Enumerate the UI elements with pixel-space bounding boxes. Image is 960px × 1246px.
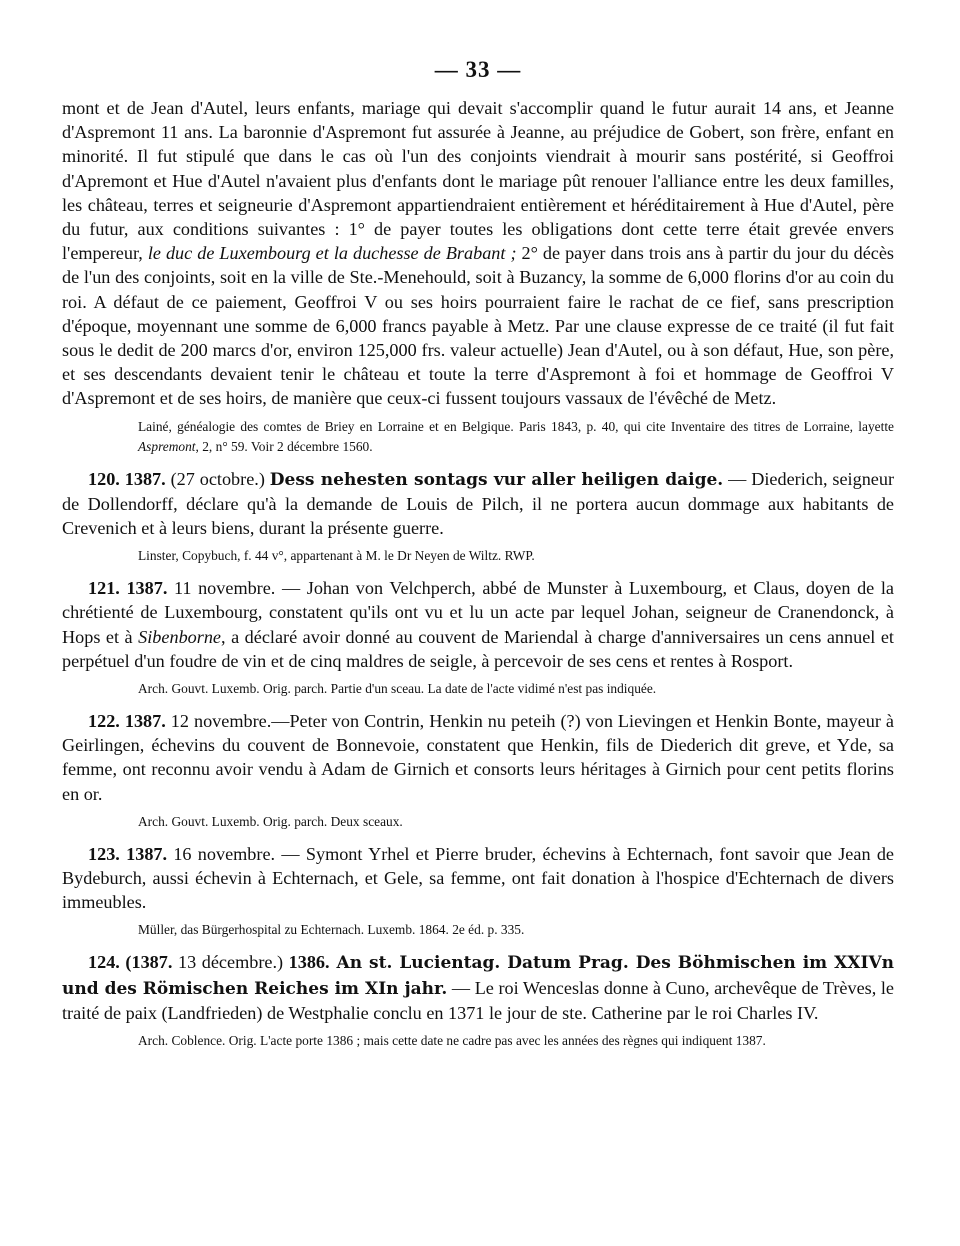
entry-123 — [62, 842, 894, 941]
entry-body: — Le roi Wenceslas donne à Cuno, archevêque de Trèves, le traité de paix (Landfrieden) de Westphalie conclu en 1371 le jour de ste. Catherine par le roi Charles IV. — [62, 977, 895, 1023]
intro-note-italic: Aspremont — [138, 438, 196, 454]
intro-italic-text: le duc de Luxembourg et la duchesse de Brabant ; — [147, 243, 517, 264]
entry-source-note: Arch. Coblence. Orig. L'acte porte 1386 ; mais cette date ne cadre pas avec les années des règnes qui indiquent 1387. — [138, 1033, 766, 1049]
entry-source-note: Arch. Gouvt. Luxemb. Orig. parch. Partie d'un sceau. La date de l'acte vidimé n'est pas indiquée. — [138, 681, 657, 697]
entry-body: — Symont Yrhel et Pierre bruder, échevins à Echternach, font savoir que Jean de Bydeburch, aussi échevin à Echternach, et Gele, sa femme, ont fait donation à l'hospice d'Echternach de divers immeubles. — [62, 843, 895, 913]
entry-body-part2: , a déclaré avoir donné au couvent de Mariendal à charge d'anniversaires un cens annuel et perpétuel d'un foudre de vin et de cinq maldres de seigle, à percevoir de ses cens et rentes à Rosport. — [62, 626, 894, 671]
entry-date: 13 décembre.) — [172, 952, 289, 973]
entry-number: 123. — [88, 843, 120, 864]
entry-source-note: Müller, das Bürgerhospital zu Echternach. Luxemb. 1864. 2e éd. p. 335. — [138, 922, 525, 938]
entry-year-alt: 1386. — [288, 952, 330, 973]
intro-text-part1: mont et de Jean d'Autel, leurs enfants, mariage qui devait s'accomplir quand le futur aurait 14 ans, et Jeanne d'Aspremont 11 ans. La baronnie d'Aspremont fut assurée à Jeanne, au préjudice de Gobert, son frère, enfant en minorité. Il fut stipulé que dans le cas où l'un des conjoints viendrait à mourir sans postérité, si Geoffroi d'Apremont et Hue d'Autel n'avaient plus d'enfants dont le mariage pût renouer l'alliance entre les deux familles, les château, terres et seigneurie d'Aspremont appartiendraient entièrement et héréditairement à Hue d'Autel, père du futur, aux conditions suivantes : 1° de payer toutes les obligations dont cette terre était grevée envers l'empereur, — [62, 98, 894, 264]
entry-body: — Diederich, seigneur de Dollendorff, déclare qu'à la demande de Louis de Pilch, il ne portera aucun dommage aux habitants de Crevenich et à leurs biens, durant la présente guerre. — [62, 468, 895, 539]
entry-italic-place: Sibenborne — [138, 626, 221, 647]
entry-number: 121. — [88, 578, 120, 599]
entry-source-note: Arch. Gouvt. Luxemb. Orig. parch. Deux sceaux. — [138, 813, 403, 829]
intro-footnote — [62, 417, 894, 457]
entry-body: —Peter von Contrin, Henkin nu peteih (?) von Lievingen et Henkin Bonte, mayeur à Geirlingen, échevins du couvent de Bonnevoie, constatent que Henkin, fils de Diederich dit greve, et Yde, sa femme, ont reconnu avoir vendu à Adam de Girnich et consorts leurs héritages à Girnich pour cent petits florins en or. — [62, 711, 894, 804]
entry-year: 1387. — [126, 843, 168, 864]
entry-date: 16 novembre. — [167, 843, 276, 864]
entry-text — [62, 842, 894, 915]
entry-124 — [62, 950, 894, 1051]
entry-year: (1387. — [125, 952, 173, 973]
intro-text-part2: 2° de payer dans trois ans à partir du jour du décès de l'un des conjoints, soit en la ville de Ste.-Menehould, soit à Buzancy, la somme de 6,000 florins d'or au coin du roi. A défaut de ce paiement, Geoffroi V ou ses hoirs pourraient faire le rachat de ce fief, sans prescription d'époque, moyennant une somme de 6,000 francs payable à Metz. Par une clause expresse de ce traité (il fut fait sous le dedit de 200 marcs d'or, environ 125,000 frs. valeur actuelle) Jean d'Autel, ou à son défaut, Hue, son père, et ses descendants devaient tenir le château et toute la terre d'Aspremont à foi et hommage de Geoffroi V d'Aspremont et de ses hoirs, de manière que ceux-ci fussent toujours vassaux de l'évêché de Metz. — [62, 243, 894, 409]
entry-text — [62, 467, 894, 541]
entry-gothic-title: Dess nehesten sontags vur aller heiligen daige. — [269, 469, 724, 490]
entry-year: 1387. — [124, 468, 166, 489]
entry-year: 1387. — [126, 578, 168, 599]
entry-121 — [62, 576, 894, 699]
entry-text — [62, 576, 894, 673]
intro-note-part2: , 2, n° 59. Voir 2 décembre 1560. — [195, 438, 373, 454]
intro-paragraph — [62, 96, 894, 411]
entry-body-part1: — Johan von Velchperch, abbé de Munster à Luxembourg, et Claus, doyen de la chrétienté de Luxembourg, constatent qu'ils ont vu et lu un acte par lequel Johan, seigneur de Cranendonck, à Hops et à — [62, 578, 894, 647]
entry-number: 120. — [88, 468, 120, 489]
entry-date: 12 novembre. — [165, 711, 272, 732]
entry-122 — [62, 709, 894, 832]
entry-year: 1387. — [124, 711, 166, 732]
entry-text — [62, 950, 894, 1025]
page-number: — 33 — — [434, 57, 522, 82]
entry-number: 124. — [88, 952, 120, 973]
entry-120 — [62, 467, 894, 567]
entry-source-note: Linster, Copybuch, f. 44 v°, appartenant à M. le Dr Neyen de Wiltz. RWP. — [138, 548, 535, 564]
entry-gothic-title: An st. Lucientag. Datum Prag. Des Böhmischen im XXIVn und des Römischen Reiches im XIn jahr. — [62, 953, 894, 999]
entry-text — [62, 709, 894, 806]
document-page — [62, 54, 894, 1061]
entry-date: (27 octobre.) — [165, 468, 270, 489]
intro-note-part1: Lainé, généalogie des comtes de Briey en Lorraine et en Belgique. Paris 1843, p. 40, qui cite Inventaire des titres de Lorraine, layette — [138, 418, 894, 434]
entry-number: 122. — [88, 711, 120, 732]
entry-date: 11 novembre. — [167, 578, 276, 599]
